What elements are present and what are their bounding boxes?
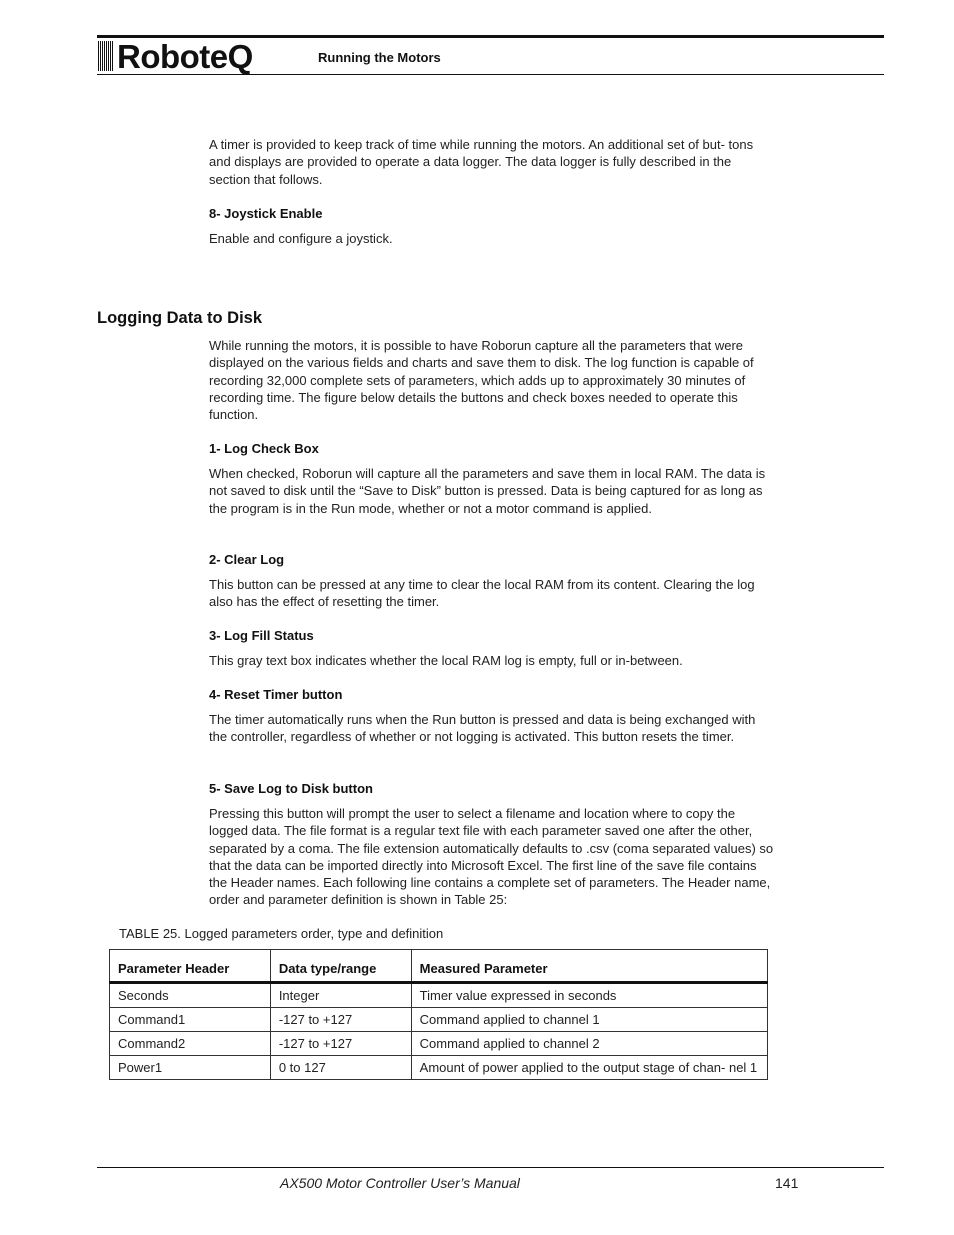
item-heading: 3- Log Fill Status	[209, 628, 314, 643]
item-heading: 4- Reset Timer button	[209, 687, 343, 702]
item-heading: 5- Save Log to Disk button	[209, 781, 373, 796]
logo-text: RoboteQ	[117, 37, 253, 75]
table-cell: -127 to +127	[270, 1008, 411, 1032]
item-heading: 2- Clear Log	[209, 552, 285, 567]
table-cell: 0 to 127	[270, 1056, 411, 1080]
footer-rule	[97, 1167, 884, 1168]
item-text: This gray text box indicates whether the local RAM log is empty, full or in-between.	[209, 653, 683, 668]
table-caption	[119, 926, 443, 941]
table-cell: Power1	[110, 1056, 271, 1080]
page-number: 141	[775, 1175, 799, 1191]
table-row	[110, 1008, 768, 1032]
table-caption-label: TABLE 25.	[119, 926, 181, 941]
logging-intro: While running the motors, it is possible to have Roborun capture all the parameters that were displayed on the various fields and charts and save them to disk. The log function is capable of recording 32,000 complete sets of parameters, which adds up to approximately 30 minutes of recording time. The figure below details the buttons and check boxes needed to operate this function.	[209, 338, 754, 423]
table-cell: Command applied to channel 2	[411, 1032, 767, 1056]
column-header: Data type/range	[270, 950, 411, 983]
item-text: Pressing this button will prompt the user to select a filename and location where to copy the logged data. The file format is a regular text file with each parameter saved one after the other, separated by a coma. The file extension automatically defaults to .csv (coma separated values) so that the data can be imported directly into Microsoft Excel. The first line of the save file contains the Header names. Each following line contains a complete set of parameters. The Header name, order and parameter definition is shown in Table 25:	[209, 806, 774, 908]
table-cell: -127 to +127	[270, 1032, 411, 1056]
item-heading: 1- Log Check Box	[209, 441, 319, 456]
footer-manual-title: AX500 Motor Controller User’s Manual	[280, 1175, 520, 1191]
table-cell: Timer value expressed in seconds	[411, 983, 767, 1008]
logo-bars-icon	[98, 41, 114, 71]
table-row	[110, 983, 768, 1008]
table-cell: Command2	[110, 1032, 271, 1056]
column-header: Measured Parameter	[411, 950, 767, 983]
table-row	[110, 1032, 768, 1056]
roboteq-logo	[98, 37, 253, 75]
parameters-table	[109, 949, 768, 1080]
table-cell: Amount of power applied to the output stage of chan- nel 1	[411, 1056, 767, 1080]
table-cell: Integer	[270, 983, 411, 1008]
table-caption-text: Logged parameters order, type and definition	[184, 926, 444, 941]
column-header: Parameter Header	[110, 950, 271, 983]
table-cell: Command applied to channel 1	[411, 1008, 767, 1032]
running-title: Running the Motors	[318, 50, 441, 65]
item-text: This button can be pressed at any time to clear the local RAM from its content. Clearing the log also has the effect of resetting the timer.	[209, 577, 755, 610]
header-rule-bottom	[97, 74, 884, 75]
joystick-text: Enable and configure a joystick.	[209, 231, 393, 246]
table-header-row	[110, 950, 768, 983]
item-text: The timer automatically runs when the Run button is pressed and data is being exchanged with the controller, regardless of whether or not logging is activated. This button resets the timer.	[209, 712, 756, 745]
section-title: Logging Data to Disk	[97, 309, 262, 327]
table-cell: Command1	[110, 1008, 271, 1032]
intro-paragraph: A timer is provided to keep track of time while running the motors. An additional set of but- tons and displays are provided to operate a data logger. The data logger is fully described in the section that follows.	[209, 137, 754, 187]
table-cell: Seconds	[110, 983, 271, 1008]
table-row	[110, 1056, 768, 1080]
joystick-heading: 8- Joystick Enable	[209, 206, 323, 221]
item-text: When checked, Roborun will capture all the parameters and save them in local RAM. The data is not saved to disk until the “Save to Disk” button is pressed. Data is being captured for as long as the program is in the Run mode, whether or not a motor command is applied.	[209, 466, 766, 516]
